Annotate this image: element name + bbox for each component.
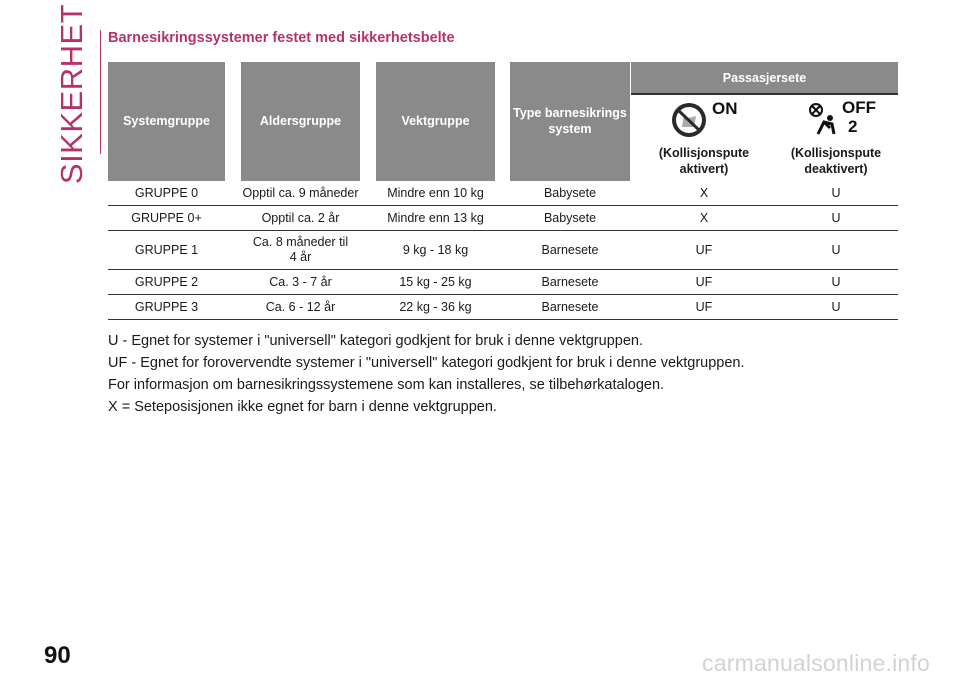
cell-type: Babysete (543, 185, 597, 200)
passenger-header-divider (631, 93, 898, 95)
cell-aldersgruppe: Ca. 3 - 7 år (269, 274, 332, 289)
cell-airbag-off: U (831, 299, 841, 314)
cell-airbag-on: UF (695, 274, 713, 289)
table-row (108, 206, 898, 231)
cell-airbag-on: UF (695, 299, 713, 314)
cell-airbag-off: U (831, 242, 841, 257)
cell-type: Barnesete (541, 299, 599, 314)
cell-systemgruppe: GRUPPE 0+ (131, 210, 202, 225)
cell-vektgruppe: 15 kg - 25 kg (399, 274, 472, 289)
child-seat-table (108, 62, 898, 322)
table-row (108, 231, 898, 270)
cell-airbag-off: U (831, 274, 841, 289)
airbag-on-label: (Kollisjonspute aktivert) (658, 146, 750, 176)
cell-airbag-off: U (831, 185, 841, 200)
airbag-off-label: (Kollisjonspute deaktivert) (790, 146, 882, 176)
cell-airbag-on: X (699, 210, 709, 225)
airbag-off-icon-number: 2 (848, 117, 858, 136)
airbag-off-column (776, 100, 896, 180)
cell-airbag-off: U (831, 210, 841, 225)
cell-airbag-on: X (699, 185, 709, 200)
cell-aldersgruppe: Opptil ca. 9 måneder (242, 185, 359, 200)
cell-aldersgruppe: Opptil ca. 2 år (261, 210, 340, 225)
note-uf: UF - Egnet for forovervendte systemer i "universell" kategori godkjent for bruk i denne vektgruppen. (108, 355, 745, 371)
cell-aldersgruppe: Ca. 8 måneder til 4 år (252, 235, 349, 264)
section-title: Barnesikringssystemer festet med sikkerhetsbelte (108, 30, 455, 46)
legend-notes (108, 330, 908, 418)
cell-airbag-on: UF (695, 242, 713, 257)
cell-vektgruppe: 22 kg - 36 kg (399, 299, 472, 314)
table-row (108, 295, 898, 320)
note-u: U - Egnet for systemer i "universell" kategori godkjent for bruk i denne vektgruppen. (108, 333, 643, 349)
cell-type: Barnesete (541, 242, 599, 257)
page-number: 90 (44, 642, 71, 669)
cell-systemgruppe: GRUPPE 0 (134, 185, 199, 200)
cell-systemgruppe: GRUPPE 2 (134, 274, 199, 289)
header-systemgruppe: Systemgruppe (108, 62, 225, 181)
watermark: carmanualsonline.info (702, 650, 930, 676)
airbag-off-icon-text: OFF (842, 100, 876, 117)
section-divider (100, 30, 101, 154)
cell-vektgruppe: Mindre enn 13 kg (387, 210, 484, 225)
airbag-on-icon (672, 100, 752, 140)
airbag-off-icon (804, 100, 884, 140)
header-vektgruppe: Vektgruppe (376, 62, 495, 181)
note-accessories: For informasjon om barnesikringssystemene som kan installeres, se tilbehørkatalogen. (108, 377, 665, 393)
section-label-text: SIKKERHET (54, 3, 89, 185)
cell-aldersgruppe: Ca. 6 - 12 år (265, 299, 336, 314)
cell-type: Barnesete (541, 274, 599, 289)
note-x: X = Seteposisjonen ikke egnet for barn i denne vektgruppen. (108, 399, 497, 415)
cell-systemgruppe: GRUPPE 3 (134, 299, 199, 314)
cell-systemgruppe: GRUPPE 1 (134, 242, 199, 257)
table-row (108, 270, 898, 295)
table-row (108, 181, 898, 206)
cell-type: Babysete (543, 210, 597, 225)
airbag-on-column (644, 100, 764, 180)
header-aldersgruppe: Aldersgruppe (241, 62, 360, 181)
airbag-on-icon-text: ON (712, 100, 738, 118)
header-type-barnesikringssystem: Type barnesikrings system (510, 62, 630, 181)
section-side-label (52, 3, 92, 185)
cell-vektgruppe: Mindre enn 10 kg (387, 185, 484, 200)
header-passasjersete: Passasjersete (631, 62, 898, 93)
cell-vektgruppe: 9 kg - 18 kg (402, 242, 469, 257)
